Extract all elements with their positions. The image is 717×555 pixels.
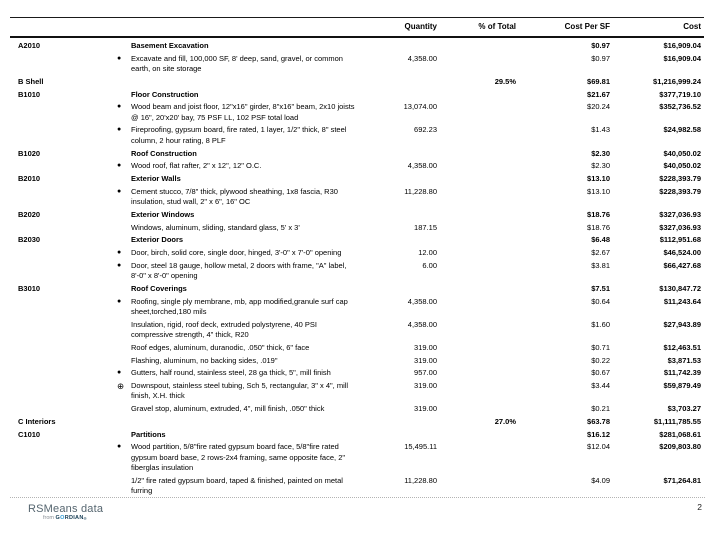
row-cost: $71,264.81: [663, 475, 701, 485]
row-quantity: 187.15: [414, 222, 437, 232]
table-row: [0, 160, 717, 173]
table-row: [0, 53, 717, 76]
row-cost-per-sf: $69.81: [587, 76, 610, 86]
table-row: [0, 429, 717, 442]
table-row: [0, 380, 717, 403]
row-cost-per-sf: $63.78: [587, 416, 610, 426]
row-code: C Interiors: [18, 416, 56, 426]
row-code: C1010: [18, 429, 41, 439]
table-row: [0, 186, 717, 209]
row-cost-per-sf: $4.09: [591, 475, 610, 485]
row-description: Wood roof, flat rafter, 2" x 12", 12" O.C.: [131, 161, 262, 171]
row-quantity: 4,358.00: [407, 53, 437, 63]
row-quantity: 4,358.00: [407, 161, 437, 171]
row-quantity: 13,074.00: [403, 102, 437, 112]
row-cost: $352,736.52: [659, 102, 701, 112]
row-description: Floor Construction: [131, 89, 199, 99]
bullet-dot-icon: ●: [117, 103, 122, 111]
row-pct-of-total: 27.0%: [494, 416, 516, 426]
row-cost-per-sf: $2.67: [591, 247, 610, 257]
row-description: Exterior Walls: [131, 174, 181, 183]
row-cost: $27,943.89: [663, 319, 701, 329]
row-description: Exterior Doors: [131, 235, 184, 245]
row-cost-per-sf: $0.67: [591, 368, 610, 378]
row-description: Wood beam and joist floor, 12"x16" girder, 8"x16" beam, 2x10 joists @ 16", 20'x20' bay, 75 PSF LL, 102 PSF total load: [131, 102, 355, 122]
rsmeans-logo: [28, 503, 103, 522]
cost-table-body: [0, 40, 717, 498]
row-cost-per-sf: $13.10: [587, 174, 610, 183]
table-row: [0, 234, 717, 247]
row-cost-per-sf: $13.10: [587, 186, 610, 196]
row-cost: $12,463.51: [663, 342, 701, 352]
row-cost: $16,909.04: [663, 53, 701, 63]
table-row: [0, 403, 717, 416]
bullet-dot-icon: ●: [117, 443, 122, 451]
page-number: 2: [697, 502, 702, 512]
row-description: Wood partition, 5/8"fire rated gypsum board face, 5/8"fire rated gypsum board base, 2 rows-2x4 framing, same opposite face, 2" fiberglas insulation: [131, 442, 346, 473]
header-rule: [10, 36, 704, 38]
row-cost-per-sf: $3.81: [591, 260, 610, 270]
row-cost: $1,216,999.24: [653, 76, 701, 86]
row-cost: $40,050.02: [663, 148, 701, 158]
table-row: [0, 209, 717, 222]
table-row: [0, 40, 717, 53]
row-cost-per-sf: $1.60: [591, 319, 610, 329]
column-header-pct-of-total: % of Total: [478, 22, 516, 31]
row-cost: $24,982.58: [663, 125, 701, 135]
table-row: [0, 355, 717, 368]
row-quantity: 11,228.80: [404, 475, 437, 485]
column-header-cost: Cost: [683, 22, 701, 31]
table-row: [0, 296, 717, 319]
row-code: A2010: [18, 41, 41, 50]
registered-mark: ®: [83, 516, 87, 521]
row-cost: $59,879.49: [663, 380, 701, 390]
footer-divider: [10, 497, 705, 498]
bullet-dot-icon: ●: [117, 297, 122, 305]
row-cost-per-sf: $20.24: [587, 102, 610, 112]
row-cost: $3,703.27: [667, 404, 701, 414]
row-description: Insulation, rigid, roof deck, extruded polystyrene, 40 PSI compressive strength, 4" thick, R20: [131, 319, 317, 340]
row-cost: $40,050.02: [663, 161, 701, 171]
row-cost: $327,036.93: [659, 209, 701, 219]
row-description: Gutters, half round, stainless steel, 28 ga thick, 5", mill finish: [131, 368, 331, 378]
table-row: [0, 247, 717, 260]
row-cost-per-sf: $0.64: [591, 296, 610, 306]
row-description: Gravel stop, aluminum, extruded, 4", mill finish, .050" thick: [131, 404, 325, 414]
row-description: Windows, aluminum, sliding, standard glass, 5' x 3': [131, 222, 300, 232]
row-quantity: 4,358.00: [407, 296, 437, 306]
row-cost-per-sf: $0.97: [591, 41, 610, 50]
bullet-dot-icon: ●: [117, 126, 122, 134]
row-cost-per-sf: $2.30: [591, 148, 610, 158]
column-header-quantity: Quantity: [404, 22, 437, 31]
table-row: [0, 148, 717, 161]
table-row: [0, 260, 717, 283]
table-row: [0, 283, 717, 296]
row-code: B3010: [18, 283, 41, 293]
table-row: [0, 173, 717, 186]
table-row: [0, 124, 717, 147]
row-cost-per-sf: $18.76: [587, 222, 610, 232]
row-quantity: 11,228.80: [404, 186, 437, 196]
row-cost: $46,524.00: [663, 247, 701, 257]
row-cost: $11,243.64: [663, 296, 701, 306]
table-row: [0, 101, 717, 124]
row-cost-per-sf: $2.30: [591, 161, 610, 171]
row-cost: $112,951.68: [659, 235, 701, 245]
row-cost-per-sf: $0.71: [591, 342, 610, 352]
table-row: [0, 76, 717, 89]
row-description: Excavate and fill, 100,000 SF, 8' deep, sand, gravel, or common earth, on site storage: [131, 53, 343, 74]
row-description: Roof Coverings: [131, 283, 187, 293]
row-quantity: 319.00: [414, 404, 437, 414]
row-cost-per-sf: $0.97: [591, 53, 610, 63]
row-description: Door, steel 18 gauge, hollow metal, 2 doors with frame, "A" label, 8'-0" x 8'-0" opening: [131, 260, 347, 281]
row-description: Fireproofing, gypsum board, fire rated, 1 layer, 1/2" thick, 8" steel column, 2 hour rating, 8 PLF: [131, 125, 347, 145]
row-code: B2010: [18, 174, 41, 183]
bullet-dot-icon: ●: [117, 162, 122, 170]
circle-plus-icon: ⊕: [117, 380, 125, 391]
row-code: B1020: [18, 148, 41, 158]
bullet-dot-icon: ●: [117, 261, 122, 269]
row-cost: $327,036.93: [659, 222, 701, 232]
row-description: Roof edges, aluminum, duranodic, .050" thick, 6" face: [131, 342, 310, 352]
row-cost: $281,068.61: [659, 429, 701, 439]
bullet-dot-icon: ●: [117, 54, 122, 62]
bullet-dot-icon: ●: [117, 369, 122, 377]
row-description: 1/2" fire rated gypsum board, taped & finished, painted on metal furring: [131, 475, 343, 496]
row-description: Downspout, stainless steel tubing, Sch 5, rectangular, 3" x 4", mill finish, X.H. thick: [131, 380, 349, 401]
table-row: [0, 342, 717, 355]
row-quantity: 12.00: [418, 247, 437, 257]
row-cost: $16,909.04: [663, 41, 701, 50]
row-description: Roofing, single ply membrane, mb, app modified,granule surf cap sheet,torched,180 mils: [131, 296, 348, 316]
table-row: [0, 441, 717, 475]
row-description: Exterior Windows: [131, 209, 195, 219]
row-pct-of-total: 29.5%: [494, 76, 516, 86]
row-code: B1010: [18, 89, 41, 99]
bullet-dot-icon: ●: [117, 187, 122, 195]
row-description: Door, birch, solid core, single door, hinged, 3'-0" x 7'-0" opening: [131, 247, 342, 257]
bullet-dot-icon: ●: [117, 248, 122, 256]
row-cost: $228,393.79: [659, 174, 701, 183]
row-cost: $377,719.10: [659, 89, 701, 99]
row-description: Flashing, aluminum, no backing sides, .019": [131, 355, 278, 365]
row-cost: $228,393.79: [659, 186, 701, 196]
brand-from-label: from: [43, 515, 56, 521]
row-cost-per-sf: $6.48: [591, 235, 610, 245]
table-row: [0, 416, 717, 429]
row-description: Partitions: [131, 429, 166, 439]
row-cost-per-sf: $16.12: [587, 429, 610, 439]
row-cost: $1,111,785.55: [653, 416, 701, 426]
rsmeans-logo-text: RSMeans data: [28, 503, 104, 515]
table-row: [0, 319, 717, 342]
row-description: Roof Construction: [131, 148, 197, 158]
row-code: B2030: [18, 235, 41, 245]
gordian-wordmark: GORDIAN®: [55, 515, 87, 521]
row-cost-per-sf: $18.76: [587, 209, 610, 219]
row-quantity: 6.00: [422, 260, 437, 270]
row-cost-per-sf: $1.43: [591, 125, 610, 135]
row-code: B Shell: [18, 76, 44, 86]
table-row: [0, 89, 717, 102]
row-quantity: 4,358.00: [407, 319, 437, 329]
row-cost-per-sf: $7.51: [591, 283, 610, 293]
row-quantity: 692.23: [414, 125, 437, 135]
gordian-o-icon: O: [60, 515, 65, 521]
row-cost: $11,742.39: [663, 368, 701, 378]
row-cost: $3,871.53: [667, 355, 701, 365]
row-quantity: 319.00: [414, 380, 437, 390]
row-quantity: 957.00: [414, 368, 437, 378]
row-cost: $130,847.72: [659, 283, 701, 293]
row-cost: $209,803.80: [659, 442, 701, 452]
row-cost-per-sf: $12.04: [587, 442, 610, 452]
row-cost-per-sf: $0.22: [591, 355, 610, 365]
table-row: [0, 222, 717, 235]
row-cost-per-sf: $21.67: [587, 89, 610, 99]
row-code: B2020: [18, 209, 41, 219]
row-quantity: 15,495.11: [404, 442, 437, 452]
gordian-logo-text: [28, 515, 103, 522]
row-cost-per-sf: $3.44: [591, 380, 610, 390]
table-row: [0, 475, 717, 498]
column-header-cost-per-sf: Cost Per SF: [564, 22, 610, 31]
row-description: Cement stucco, 7/8" thick, plywood sheathing, 1x8 fascia, R30 insulation, stud wall, 2" x 6", 16" OC: [131, 186, 338, 207]
row-cost-per-sf: $0.21: [591, 404, 610, 414]
row-description: Basement Excavation: [131, 41, 209, 50]
row-cost: $66,427.68: [663, 260, 701, 270]
table-row: [0, 367, 717, 380]
row-quantity: 319.00: [414, 342, 437, 352]
table-header-row: [0, 18, 717, 36]
row-quantity: 319.00: [414, 355, 437, 365]
